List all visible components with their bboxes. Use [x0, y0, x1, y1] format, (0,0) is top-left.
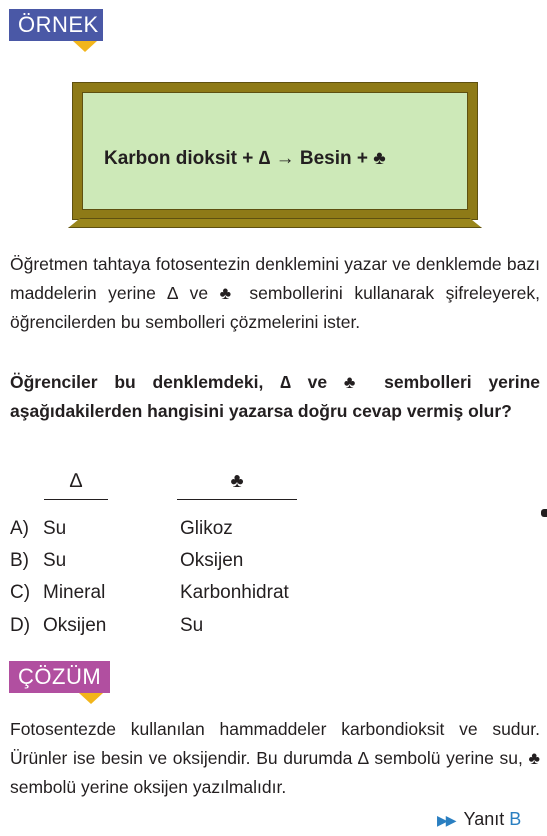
- club-column-header: ♣: [230, 470, 244, 492]
- triangle-column-header: ∆: [69, 470, 83, 492]
- blackboard: [68, 82, 482, 230]
- intro-paragraph: Öğretmen tahtaya fotosentezin denklemini yazar ve denklemde bazı maddelerin yerine ∆ ve ♣ sembollerini kullanarak şifreleyerek, öğrencilerden bu sembolleri çözmelerini ister.: [10, 254, 540, 332]
- question-text: Öğrenciler bu denklemdeki, ∆ ve ♣ sembolleri yerine aşağıdakilerden hangisini yazarsa doğru cevap vermiş olur?: [10, 372, 540, 421]
- option-club-value: Su: [180, 615, 204, 636]
- option-club-value: Oksijen: [180, 550, 244, 571]
- double-arrow-icon: ▶▶: [437, 812, 455, 828]
- option-triangle-value: Mineral: [43, 582, 106, 603]
- photosynthesis-equation: Karbon dioksit + ∆ → Besin + ♣: [104, 148, 386, 169]
- option-letter: A): [10, 518, 29, 539]
- option-letter: D): [10, 615, 31, 636]
- blackboard-ledge: [68, 218, 482, 228]
- option-letter: B): [10, 550, 29, 571]
- triangle-column-underline: [44, 499, 108, 500]
- option-letter: C): [10, 582, 31, 603]
- option-club-value: Karbonhidrat: [180, 582, 289, 603]
- option-triangle-value: Su: [43, 518, 67, 539]
- option-triangle-value: Oksijen: [43, 615, 107, 636]
- example-tag: ÖRNEK: [9, 9, 103, 41]
- answer-indicator: [437, 809, 521, 830]
- option-club-value: Glikoz: [180, 518, 233, 539]
- page-edge-marker: [541, 509, 547, 517]
- option-triangle-value: Su: [43, 550, 67, 571]
- club-column-underline: [177, 499, 297, 500]
- answer-letter: B: [509, 809, 522, 829]
- answer-label: Yanıt: [463, 809, 505, 829]
- solution-tag: ÇÖZÜM: [9, 661, 110, 693]
- solution-paragraph: Fotosentezde kullanılan hammaddeler karbondioksit ve sudur. Ürünler ise besin ve oksijendir. Bu durumda ∆ sembolü yerine su, ♣ sembolü yerine oksijen yazılmalıdır.: [10, 719, 540, 797]
